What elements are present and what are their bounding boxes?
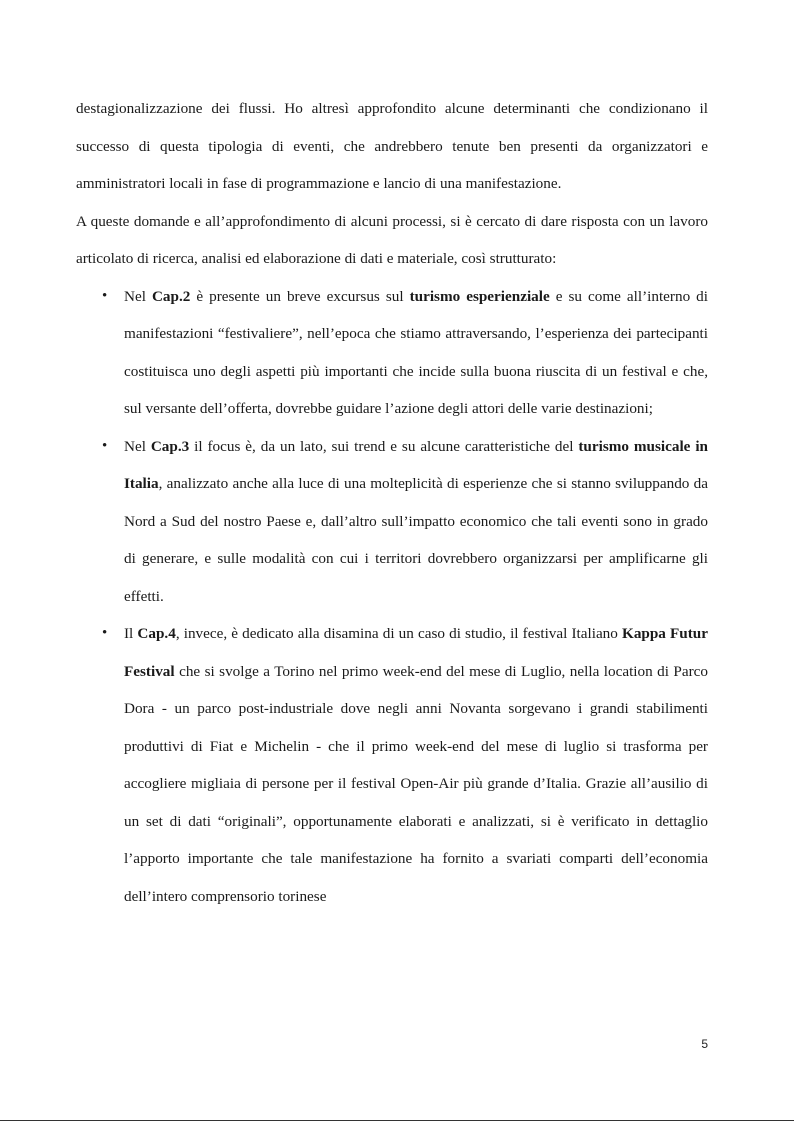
chapter-list <box>76 278 708 916</box>
list-item-text: Nel Cap.2 è presente un breve excursus sul turismo esperienziale e su come all’interno di manifestazioni “festivaliere”, nell’epoca che stiamo attraversando, l’esperienza dei partecipanti costituisca uno degli aspetti più importanti che incide sulla buona riuscita di un festival e che, sul versante dell’offerta, dovrebbe guidare l’azione degli attori delle varie destinazioni; <box>124 287 708 417</box>
page-bottom-divider <box>0 1120 794 1121</box>
list-item-cap2 <box>76 278 708 428</box>
bullet-icon: • <box>102 287 108 304</box>
list-item-cap3 <box>76 428 708 616</box>
bullet-icon: • <box>102 437 108 454</box>
paragraph-intro: destagionalizzazione dei flussi. Ho altresì approfondito alcune determinanti che condizionano il successo di questa tipologia di eventi, che andrebbero tenute ben presenti da organizzatori e amministratori locali in fase di programmazione e lancio di una manifestazione. <box>76 100 708 192</box>
page-number: 5 <box>701 1037 708 1051</box>
list-item-text: Nel Cap.3 il focus è, da un lato, sui trend e su alcune caratteristiche del turismo musicale in Italia, analizzato anche alla luce di una molteplicità di esperienze che si stanno sviluppando da Nord a Sud del nostro Paese e, dall’altro sull’impatto economico che tali eventi sono in grado di generare, e sulle modalità con cui i territori dovrebbero organizzarsi per amplificarne gli effetti. <box>124 437 708 605</box>
bullet-icon: • <box>102 625 108 641</box>
list-item-cap4 <box>76 615 708 915</box>
paragraph-structure: A queste domande e all’approfondimento di alcuni processi, si è cercato di dare risposta con un lavoro articolato di ricerca, analisi ed elaborazione di dati e materiale, così strutturato: <box>76 212 708 267</box>
list-item-text: Il Cap.4, invece, è dedicato alla disamina di un caso di studio, il festival Italiano Kappa Futur Festival che si svolge a Torino nel primo week-end del mese di Luglio, nella location di Parco Dora - un parco post-industriale dove negli anni Novanta sorgevano i grandi stabilimenti produttivi di Fiat e Michelin - che il primo week-end del mese di luglio si trasforma per accogliere migliaia di persone per il festival Open-Air più grande d’Italia. Grazie all’ausilio di un set di dati “originali”, opportunamente elaborati e analizzati, si è verificato in dettaglio l’apporto importante che tale manifestazione ha fornito a svariati comparti dell’economia dell’intero comprensorio torinese <box>124 625 708 905</box>
body-text <box>76 90 708 915</box>
